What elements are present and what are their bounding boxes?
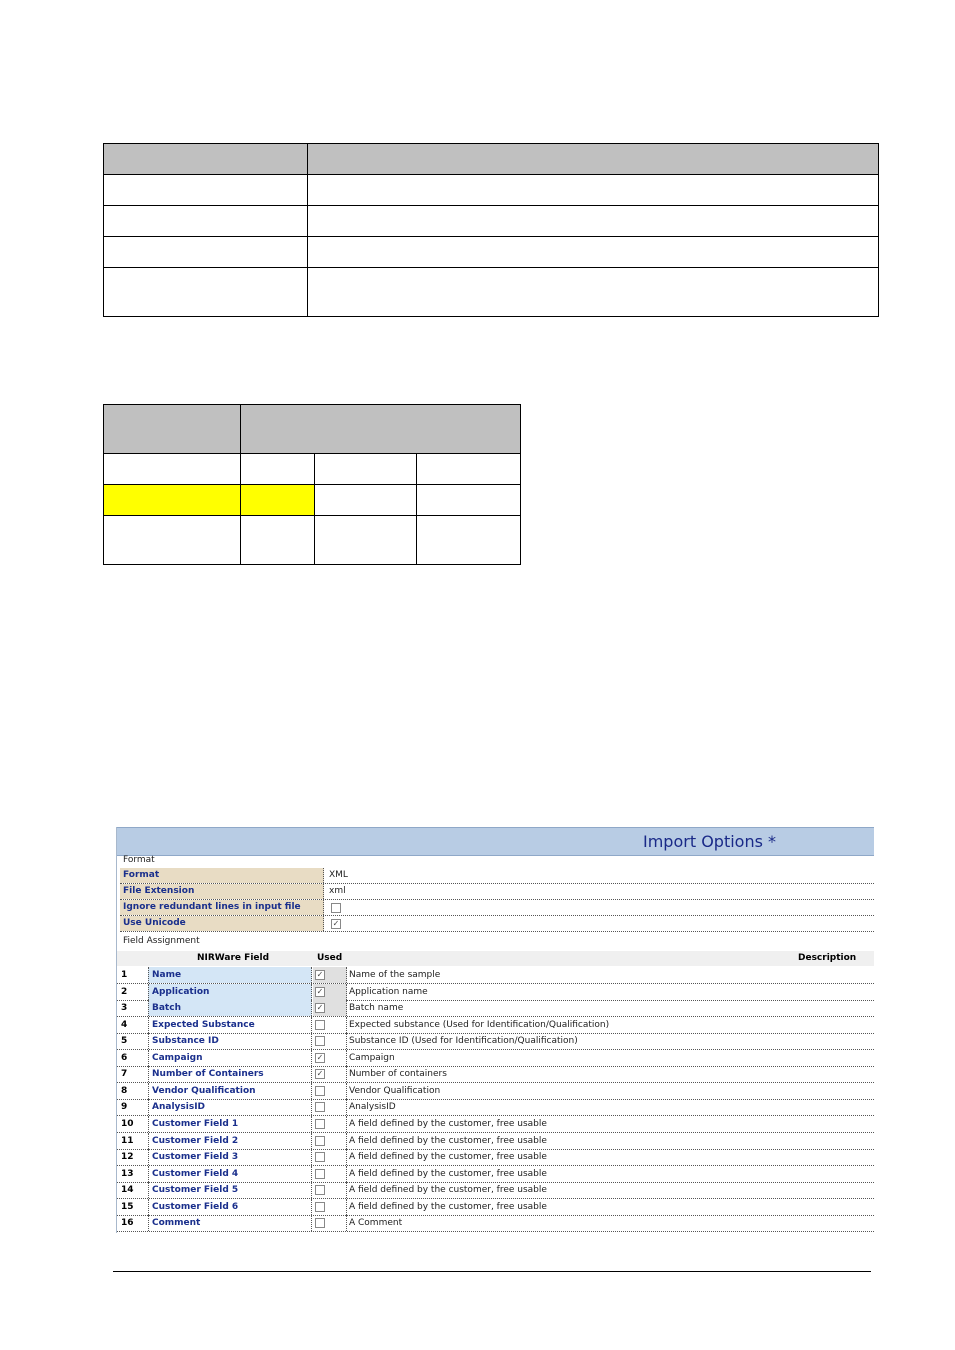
table1-cell bbox=[104, 268, 308, 317]
field-row[interactable] bbox=[117, 1182, 874, 1199]
field-row-number: 12 bbox=[121, 1152, 134, 1163]
field-description[interactable]: Number of containers bbox=[349, 1069, 447, 1080]
field-row[interactable] bbox=[117, 1166, 874, 1183]
table2-highlight-cell bbox=[104, 485, 241, 516]
column-header-field[interactable]: NIRWare Field bbox=[197, 953, 270, 963]
field-used-cell bbox=[313, 1133, 347, 1149]
field-row[interactable] bbox=[117, 1215, 874, 1232]
field-used-checkbox[interactable]: ✓ bbox=[316, 1052, 324, 1062]
field-row[interactable] bbox=[117, 1199, 874, 1216]
table2-header-cell bbox=[241, 405, 521, 454]
field-used-cell bbox=[313, 1033, 347, 1049]
field-name[interactable]: Customer Field 1 bbox=[148, 1116, 312, 1132]
field-row-number: 10 bbox=[121, 1119, 134, 1130]
ignore-redundant-label: Ignore redundant lines in input file bbox=[120, 900, 324, 915]
field-row-number: 15 bbox=[121, 1201, 134, 1212]
file-extension-row[interactable] bbox=[120, 884, 874, 900]
table1-header-cell bbox=[308, 144, 879, 175]
table2-cell bbox=[417, 485, 521, 516]
document-table-1 bbox=[103, 143, 879, 317]
field-used-cell bbox=[313, 1149, 347, 1165]
field-row-number: 13 bbox=[121, 1168, 134, 1179]
table2-cell bbox=[241, 454, 315, 485]
field-used-cell bbox=[313, 1166, 347, 1182]
field-row[interactable] bbox=[117, 967, 874, 984]
field-used-checkbox[interactable] bbox=[315, 1152, 325, 1162]
table2-cell bbox=[315, 454, 417, 485]
field-row[interactable] bbox=[117, 1133, 874, 1150]
field-used-cell bbox=[313, 967, 347, 983]
field-description[interactable]: Expected substance (Used for Identification/Qualification) bbox=[349, 1019, 610, 1030]
field-description[interactable]: A field defined by the customer, free usable bbox=[349, 1152, 547, 1163]
field-used-checkbox[interactable] bbox=[315, 1102, 325, 1112]
field-name[interactable]: AnalysisID bbox=[148, 1099, 312, 1115]
table1-cell bbox=[104, 175, 308, 206]
field-row[interactable] bbox=[117, 1017, 874, 1034]
field-description[interactable]: A field defined by the customer, free usable bbox=[349, 1185, 547, 1196]
field-name[interactable]: Name bbox=[148, 967, 312, 983]
file-extension-label: File Extension bbox=[120, 884, 324, 899]
field-description[interactable]: Name of the sample bbox=[349, 970, 441, 980]
panel-header bbox=[117, 827, 874, 856]
field-row-number: 14 bbox=[121, 1185, 134, 1196]
footer-rule bbox=[113, 1271, 871, 1272]
field-row[interactable] bbox=[117, 984, 874, 1001]
field-description[interactable]: Substance ID (Used for Identification/Qualification) bbox=[349, 1036, 578, 1047]
field-used-checkbox[interactable]: ✓ bbox=[316, 1003, 324, 1013]
field-description[interactable]: A field defined by the customer, free usable bbox=[349, 1168, 547, 1179]
field-used-checkbox[interactable] bbox=[315, 1136, 325, 1146]
use-unicode-checkbox[interactable]: ✓ bbox=[332, 919, 340, 928]
field-used-checkbox[interactable] bbox=[315, 1169, 325, 1179]
table2-cell bbox=[104, 454, 241, 485]
field-row[interactable] bbox=[117, 1083, 874, 1100]
field-row-number: 6 bbox=[121, 1052, 128, 1063]
field-used-cell bbox=[313, 1199, 347, 1215]
field-name[interactable]: Batch bbox=[148, 1000, 312, 1016]
field-description[interactable]: Campaign bbox=[349, 1052, 395, 1063]
field-description[interactable]: Vendor Qualification bbox=[349, 1085, 441, 1096]
format-section-label: Format bbox=[123, 855, 155, 865]
field-used-cell bbox=[313, 1099, 347, 1115]
field-name[interactable]: Customer Field 4 bbox=[148, 1166, 312, 1182]
table1-cell bbox=[104, 206, 308, 237]
field-name[interactable]: Customer Field 6 bbox=[148, 1199, 312, 1215]
field-row-number: 1 bbox=[121, 970, 128, 980]
field-used-checkbox[interactable] bbox=[315, 1086, 325, 1096]
field-row-number: 16 bbox=[121, 1218, 134, 1229]
use-unicode-row[interactable] bbox=[120, 916, 874, 932]
import-options-panel bbox=[116, 827, 874, 1233]
field-name[interactable]: Application bbox=[148, 984, 312, 1000]
field-used-cell bbox=[313, 984, 347, 1000]
field-used-cell bbox=[313, 1083, 347, 1099]
field-description[interactable]: A field defined by the customer, free usable bbox=[349, 1119, 547, 1130]
field-used-checkbox[interactable] bbox=[315, 1036, 325, 1046]
field-name[interactable]: Customer Field 2 bbox=[148, 1133, 312, 1149]
field-name[interactable]: Comment bbox=[148, 1215, 312, 1231]
field-row-number: 2 bbox=[121, 986, 128, 997]
ignore-redundant-row[interactable] bbox=[120, 900, 874, 916]
field-name[interactable]: Number of Containers bbox=[148, 1066, 312, 1082]
table2-cell bbox=[417, 454, 521, 485]
table2-highlight-cell bbox=[241, 485, 315, 516]
use-unicode-label: Use Unicode bbox=[120, 916, 324, 931]
field-row[interactable] bbox=[117, 1050, 874, 1067]
field-used-checkbox[interactable] bbox=[315, 1185, 325, 1195]
field-row[interactable] bbox=[117, 1149, 874, 1166]
table1-cell bbox=[104, 237, 308, 268]
document-table-2 bbox=[103, 404, 521, 565]
field-description[interactable]: Batch name bbox=[349, 1003, 404, 1014]
field-row-number: 8 bbox=[121, 1085, 128, 1096]
field-description[interactable]: Application name bbox=[349, 986, 428, 997]
table1-cell bbox=[308, 206, 879, 237]
field-used-cell bbox=[313, 1050, 347, 1066]
field-used-checkbox[interactable]: ✓ bbox=[316, 970, 324, 979]
format-value[interactable]: XML bbox=[329, 870, 348, 880]
table1-header-cell bbox=[104, 144, 308, 175]
field-row[interactable] bbox=[117, 1116, 874, 1133]
field-used-checkbox[interactable] bbox=[315, 1020, 325, 1030]
field-used-checkbox[interactable] bbox=[315, 1218, 325, 1228]
field-used-checkbox[interactable]: ✓ bbox=[316, 986, 324, 996]
field-description[interactable]: A field defined by the customer, free usable bbox=[349, 1201, 547, 1212]
field-description[interactable]: AnalysisID bbox=[349, 1102, 396, 1113]
field-row-number: 5 bbox=[121, 1036, 128, 1047]
field-used-cell bbox=[313, 1116, 347, 1132]
field-description[interactable]: A Comment bbox=[349, 1218, 403, 1229]
field-row-number: 3 bbox=[121, 1003, 128, 1014]
table2-cell bbox=[417, 516, 521, 565]
table1-cell bbox=[308, 268, 879, 317]
table2-header-cell bbox=[104, 405, 241, 454]
table2-cell bbox=[315, 516, 417, 565]
field-used-cell bbox=[313, 1066, 347, 1082]
format-label: Format bbox=[120, 868, 324, 883]
field-row[interactable] bbox=[117, 1099, 874, 1116]
field-description[interactable]: A field defined by the customer, free usable bbox=[349, 1135, 547, 1146]
table2-cell bbox=[104, 516, 241, 565]
field-name[interactable]: Substance ID bbox=[148, 1033, 312, 1049]
field-name[interactable]: Expected Substance bbox=[148, 1017, 312, 1033]
field-used-cell bbox=[313, 1182, 347, 1198]
format-row[interactable] bbox=[120, 868, 874, 884]
field-used-cell bbox=[313, 1215, 347, 1231]
file-extension-value[interactable]: xml bbox=[329, 886, 346, 896]
field-used-checkbox[interactable]: ✓ bbox=[316, 1069, 324, 1079]
field-row[interactable] bbox=[117, 1066, 874, 1083]
field-row[interactable] bbox=[117, 1000, 874, 1017]
field-used-checkbox[interactable] bbox=[315, 1119, 325, 1129]
field-table-header bbox=[117, 951, 874, 966]
field-row-number: 4 bbox=[121, 1019, 128, 1030]
field-row-number: 11 bbox=[121, 1135, 134, 1146]
field-name[interactable]: Vendor Qualification bbox=[148, 1083, 312, 1099]
field-name[interactable]: Customer Field 5 bbox=[148, 1182, 312, 1198]
field-used-checkbox[interactable] bbox=[315, 1202, 325, 1212]
field-row[interactable] bbox=[117, 1033, 874, 1050]
field-used-cell bbox=[313, 1017, 347, 1033]
field-name[interactable]: Customer Field 3 bbox=[148, 1149, 312, 1165]
ignore-redundant-checkbox[interactable] bbox=[331, 903, 341, 913]
table1-cell bbox=[308, 237, 879, 268]
field-used-cell bbox=[313, 1000, 347, 1016]
panel-title: Import Options * bbox=[643, 832, 777, 851]
table1-cell bbox=[308, 175, 879, 206]
table2-cell bbox=[315, 485, 417, 516]
field-row-number: 7 bbox=[121, 1069, 128, 1080]
column-header-used[interactable]: Used bbox=[317, 953, 343, 963]
field-assignment-section-label: Field Assignment bbox=[123, 936, 200, 946]
field-name[interactable]: Campaign bbox=[148, 1050, 312, 1066]
field-row-number: 9 bbox=[121, 1102, 128, 1113]
table2-cell bbox=[241, 516, 315, 565]
column-header-description[interactable]: Description bbox=[798, 953, 857, 963]
